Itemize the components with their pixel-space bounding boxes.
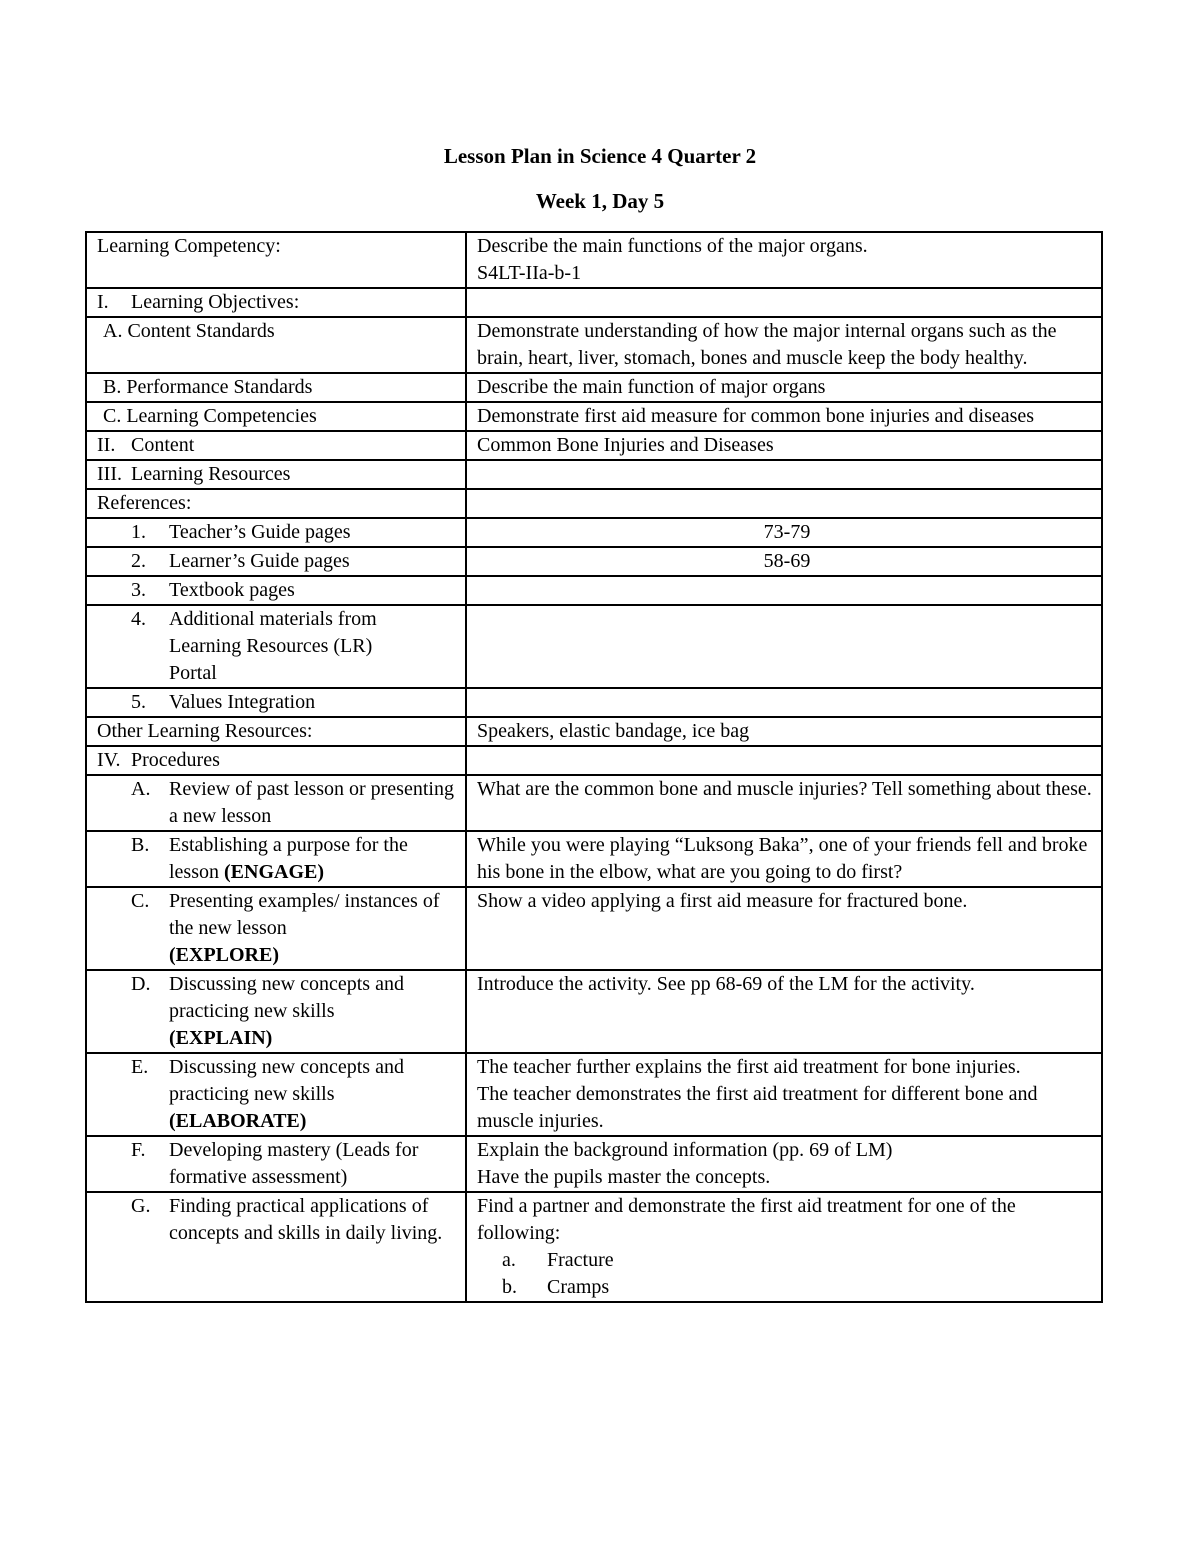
item-marker: 5. bbox=[131, 691, 146, 713]
table-row bbox=[86, 717, 1102, 746]
roman-marker: II. bbox=[97, 434, 116, 456]
sub-item-text: Fracture bbox=[547, 1249, 614, 1271]
procedure-item-value bbox=[466, 970, 1102, 1053]
item-marker: F. bbox=[131, 1139, 146, 1161]
item-marker: E. bbox=[131, 1056, 149, 1078]
procedure-item-label bbox=[86, 1192, 466, 1302]
table-row bbox=[86, 775, 1102, 831]
empty-cell bbox=[466, 489, 1102, 518]
item-text: Additional materials from Learning Resources (LR) Portal bbox=[169, 608, 377, 684]
item-text: Textbook pages bbox=[169, 579, 295, 601]
objectives-text: Learning Objectives: bbox=[131, 291, 300, 313]
procedure-phase-tag: (EXPLAIN) bbox=[169, 1027, 273, 1049]
procedure-label-text: Establishing a purpose for the lesson bbox=[169, 834, 408, 883]
procedure-label-text: Finding practical applications of concepts and skills in daily living. bbox=[169, 1195, 443, 1244]
resources-text: Learning Resources bbox=[131, 463, 291, 485]
competency-code: S4LT-IIa-b-1 bbox=[477, 262, 582, 284]
item-marker: 3. bbox=[131, 579, 146, 601]
item-text bbox=[169, 971, 461, 1052]
sub-item-marker: a. bbox=[502, 1249, 516, 1271]
document-title: Lesson Plan in Science 4 Quarter 2 bbox=[443, 144, 757, 168]
procedure-phase-tag: (EXPLORE) bbox=[169, 944, 279, 966]
empty-cell bbox=[466, 288, 1102, 317]
performance-standards-value: Describe the main function of major organs bbox=[466, 373, 1102, 402]
table-row bbox=[86, 576, 1102, 605]
content-value: Common Bone Injuries and Diseases bbox=[466, 431, 1102, 460]
ref-item-value: 73-79 bbox=[466, 518, 1102, 547]
table-row bbox=[86, 1053, 1102, 1136]
performance-standards-text: B. Performance Standards bbox=[103, 376, 313, 398]
procedure-label-text: Developing mastery (Leads for formative assessment) bbox=[169, 1139, 419, 1188]
item-text bbox=[169, 888, 461, 969]
table-row bbox=[86, 402, 1102, 431]
procedure-item-label bbox=[86, 1053, 466, 1136]
procedure-item-label bbox=[86, 775, 466, 831]
content-standards-value: Demonstrate understanding of how the major internal organs such as the brain, heart, liver, stomach, bones and muscle keep the body healthy. bbox=[466, 317, 1102, 373]
performance-standards-label bbox=[86, 373, 466, 402]
ref-item-value bbox=[466, 576, 1102, 605]
procedure-item-value bbox=[466, 887, 1102, 970]
item-text bbox=[169, 832, 461, 886]
procedure-item-label bbox=[86, 887, 466, 970]
resources-label bbox=[86, 460, 466, 489]
empty-cell bbox=[466, 460, 1102, 489]
table-row bbox=[86, 547, 1102, 576]
sub-item-marker: b. bbox=[502, 1276, 517, 1298]
procedure-item-value bbox=[466, 1136, 1102, 1192]
procedure-phase-tag: (ELABORATE) bbox=[169, 1110, 307, 1132]
table-row bbox=[86, 317, 1102, 373]
procedure-phase-tag: (ENGAGE) bbox=[224, 861, 324, 883]
ref-item-label bbox=[86, 547, 466, 576]
procedure-item-value bbox=[466, 1053, 1102, 1136]
other-resources-value: Speakers, elastic bandage, ice bag bbox=[466, 717, 1102, 746]
table-row bbox=[86, 460, 1102, 489]
procedure-item-label bbox=[86, 970, 466, 1053]
procedure-item-value bbox=[466, 1192, 1102, 1302]
procedure-value-line: The teacher further explains the first aid treatment for bone injuries. bbox=[477, 1056, 1021, 1078]
procedure-value-line: What are the common bone and muscle injuries? Tell something about these. bbox=[477, 778, 1092, 800]
table-row bbox=[86, 1136, 1102, 1192]
item-marker: B. bbox=[131, 834, 150, 856]
procedure-label-text: Presenting examples/ instances of the new lesson bbox=[169, 890, 440, 939]
sub-list-item bbox=[477, 1247, 1097, 1274]
table-row bbox=[86, 431, 1102, 460]
ref-item-label bbox=[86, 605, 466, 688]
document-subtitle: Week 1, Day 5 bbox=[535, 189, 665, 213]
table-row bbox=[86, 688, 1102, 717]
competency-text: Describe the main functions of the major organs. bbox=[477, 235, 868, 257]
procedure-item-value bbox=[466, 831, 1102, 887]
competency-label: Learning Competency: bbox=[86, 232, 466, 288]
content-label bbox=[86, 431, 466, 460]
procedure-item-value bbox=[466, 775, 1102, 831]
procedure-value-line: Explain the background information (pp. 69 of LM) bbox=[477, 1139, 893, 1161]
table-row bbox=[86, 831, 1102, 887]
table-row bbox=[86, 605, 1102, 688]
roman-marker: III. bbox=[97, 463, 122, 485]
procedure-item-label bbox=[86, 831, 466, 887]
item-text bbox=[169, 1193, 461, 1247]
table-row bbox=[86, 970, 1102, 1053]
item-text bbox=[169, 1137, 461, 1191]
table-row bbox=[86, 887, 1102, 970]
table-row bbox=[86, 232, 1102, 288]
table-row bbox=[86, 373, 1102, 402]
procedure-value-line: While you were playing “Luksong Baka”, one of your friends fell and broke his bone in the elbow, what are you going to do first? bbox=[477, 834, 1088, 883]
table-row bbox=[86, 288, 1102, 317]
empty-cell bbox=[466, 746, 1102, 775]
references-label: References: bbox=[86, 489, 466, 518]
ref-item-label bbox=[86, 576, 466, 605]
item-marker: A. bbox=[131, 778, 151, 800]
learning-competencies-text: C. Learning Competencies bbox=[103, 405, 317, 427]
competency-value bbox=[466, 232, 1102, 288]
roman-marker: I. bbox=[97, 291, 109, 313]
table-row bbox=[86, 518, 1102, 547]
lesson-plan-table bbox=[85, 231, 1103, 1303]
procedure-value-line: Find a partner and demonstrate the first aid treatment for one of the following: bbox=[477, 1195, 1016, 1244]
item-text: Learner’s Guide pages bbox=[169, 550, 350, 572]
procedure-value-line: Introduce the activity. See pp 68-69 of the LM for the activity. bbox=[477, 973, 975, 995]
item-marker: D. bbox=[131, 973, 151, 995]
procedure-value-line: The teacher demonstrates the first aid treatment for different bone and muscle injuries. bbox=[477, 1083, 1038, 1132]
item-marker: G. bbox=[131, 1195, 151, 1217]
table-row bbox=[86, 489, 1102, 518]
roman-marker: IV. bbox=[97, 749, 121, 771]
procedures-label bbox=[86, 746, 466, 775]
procedure-item-label bbox=[86, 1136, 466, 1192]
procedure-label-text: Review of past lesson or presenting a new lesson bbox=[169, 778, 454, 827]
table-row bbox=[86, 1192, 1102, 1302]
learning-competencies-value: Demonstrate first aid measure for common bone injuries and diseases bbox=[466, 402, 1102, 431]
item-marker: C. bbox=[131, 890, 150, 912]
sub-list-item bbox=[477, 1274, 1097, 1301]
item-marker: 4. bbox=[131, 608, 146, 630]
item-text bbox=[169, 1054, 461, 1135]
procedure-value-line: Have the pupils master the concepts. bbox=[477, 1166, 771, 1188]
content-text: Content bbox=[131, 434, 195, 456]
procedure-label-text: Discussing new concepts and practicing new skills bbox=[169, 973, 404, 1022]
item-text: Values Integration bbox=[169, 691, 316, 713]
sub-item-text: Cramps bbox=[547, 1276, 610, 1298]
other-resources-label: Other Learning Resources: bbox=[86, 717, 466, 746]
ref-item-label bbox=[86, 688, 466, 717]
procedure-label-text: Discussing new concepts and practicing new skills bbox=[169, 1056, 404, 1105]
ref-item-value bbox=[466, 688, 1102, 717]
ref-item-value bbox=[466, 605, 1102, 688]
item-marker: 1. bbox=[131, 521, 146, 543]
learning-competencies-label bbox=[86, 402, 466, 431]
ref-item-label bbox=[86, 518, 466, 547]
item-marker: 2. bbox=[131, 550, 146, 572]
content-standards-label bbox=[86, 317, 466, 373]
item-text bbox=[169, 776, 461, 830]
procedures-text: Procedures bbox=[131, 749, 220, 771]
table-row bbox=[86, 746, 1102, 775]
content-standards-text: A. Content Standards bbox=[103, 320, 275, 342]
ref-item-value: 58-69 bbox=[466, 547, 1102, 576]
objectives-label bbox=[86, 288, 466, 317]
item-text: Teacher’s Guide pages bbox=[169, 521, 351, 543]
procedure-value-line: Show a video applying a first aid measure for fractured bone. bbox=[477, 890, 968, 912]
